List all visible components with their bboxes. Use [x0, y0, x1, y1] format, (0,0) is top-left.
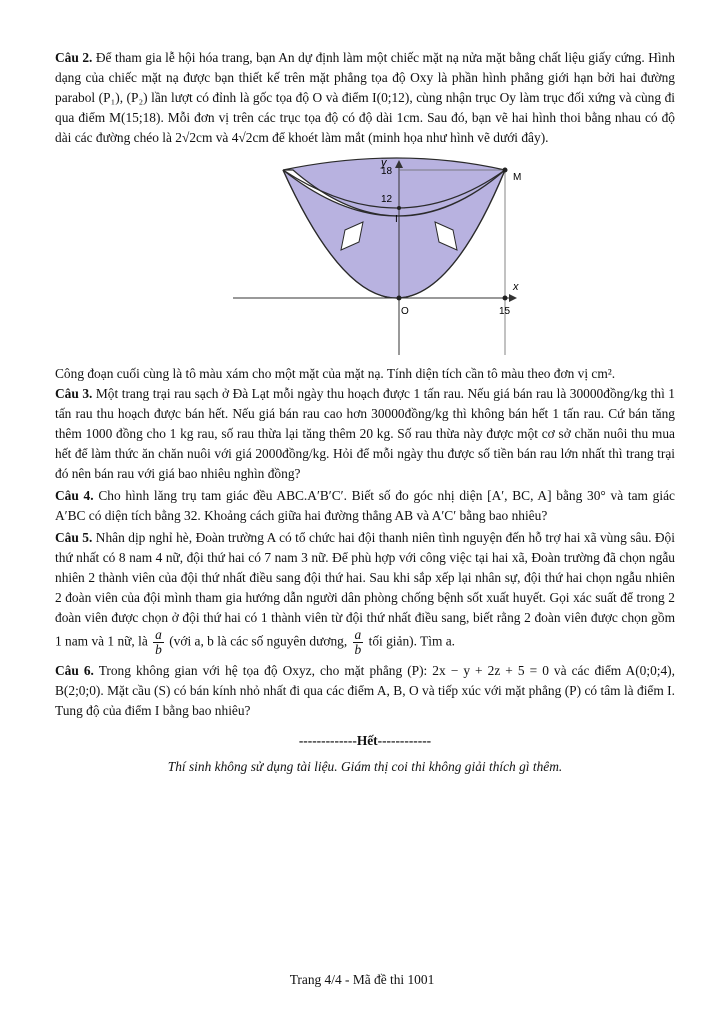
question-5-text-after: (với a, b là các số nguyên dương,: [169, 633, 348, 649]
fraction-a-b: [153, 628, 164, 657]
page-footer: Trang 4/4 - Mã đề thi 1001: [289, 972, 435, 987]
question-3-label: Câu 3.: [55, 386, 93, 401]
question-2-text: Để tham gia lễ hội hóa trang, bạn An dự định làm một chiếc mặt nạ nửa mặt bằng chất liệu giấy cứng. Hình dạng của chiếc mặt nạ được bạn thiết kế trên mặt phẳng tọa độ Oxy là phần hình phẳng giới hạn bởi hai đường parabol (P₁), (P₂) lần lượt có đỉnh là gốc tọa độ O và điểm I(0;12), cùng nhận trục Oy làm trục đối xứng và cùng đi qua điểm M(15;18). Mỗi đơn vị trên các trục tọa độ có độ dài 1cm. Sau đó, bạn vẽ hai hình thoi bằng nhau có độ dài các đường chéo là 2√2cm và 4√2cm để khoét làm mắt (minh họa như hình vẽ dưới đây).: [55, 50, 675, 145]
point-o: [397, 296, 402, 301]
point-15: [503, 296, 508, 301]
mask-figure: [55, 150, 675, 360]
question-5-text-end: tối giản). Tìm a.: [368, 633, 456, 649]
question-2-label: Câu 2.: [55, 50, 93, 65]
fraction-denominator: b: [155, 642, 162, 657]
question-6-label: Câu 6.: [55, 663, 94, 678]
label-x: x: [513, 281, 519, 293]
question-5-label: Câu 5.: [55, 530, 93, 545]
point-m: [503, 168, 508, 173]
fraction-denominator-2: b: [354, 642, 362, 657]
question-4-text: Cho hình lăng trụ tam giác đều ABC.A′B′C′. Biết số đo góc nhị diện [A′, BC, A] bằng 30° và tam giác A′BC có diện tích bằng 32. Khoảng cách giữa hai đường thẳng AB và A′C′ bằng bao nhiêu?: [55, 488, 675, 523]
question-2-task: Công đoạn cuối cùng là tô màu xám cho một mặt của mặt nạ. Tính diện tích cần tô màu theo đơn vị cm².: [55, 366, 616, 381]
label-o: O: [401, 306, 409, 317]
question-2: [55, 48, 675, 148]
tick-18: 18: [381, 166, 393, 177]
fraction-numerator: a: [155, 627, 162, 642]
question-3: [55, 384, 675, 484]
exam-page: [55, 48, 675, 777]
point-i: [397, 206, 401, 210]
question-4-label: Câu 4.: [55, 488, 94, 503]
question-6: [55, 661, 675, 721]
tick-12: 12: [381, 194, 393, 205]
mask-region: [283, 158, 505, 298]
proctor-note: Thí sinh không sử dụng tài liệu. Giám thị coi thi không giải thích gì thêm.: [167, 759, 563, 774]
label-i: I: [395, 214, 398, 225]
question-5-text: Nhân dịp nghỉ hè, Đoàn trường A có tổ chức hai đội thanh niên tình nguyện đến hỗ trợ hai xã vùng sâu. Đội thứ nhất có 8 nam 4 nữ, đội thứ hai có 7 nam 3 nữ. Để phù hợp với công việc tại hai xã, Đoàn trường đã chọn ngẫu nhiên 2 thành viên của đội thứ nhất điều sang đội thứ hai. Sau khi sắp xếp lại nhân sự, đội thứ hai chọn ngẫu nhiên 2 đoàn viên của đội mình tham gia hướng dẫn người dân phòng chống bệnh sốt xuất huyết. Gọi xác suất để trong 2 đoàn viên được chọn ở đội thứ hai có 1 thành viên từ đội thứ nhất điều sang, biết rằng 2 đoàn viên được chọn gồm 1 nam và 1 nữ, là: [55, 530, 675, 649]
question-3-text: Một trang trại rau sạch ở Đà Lạt mỗi ngày thu hoạch được 1 tấn rau. Nếu giá bán rau là 30000đồng/kg thì 1 tấn rau thu hoạch được bán hết. Nếu giá bán rau cao hơn 30000đồng/kg thì không bán hết 1 tấn rau. Cứ bán tăng thêm 1000 đồng cho 1 kg rau, số rau thừa lại tăng thêm 20 kg. Số rau thừa này được một cơ sở chăn nuôi thu mua hết để làm thức ăn chăn nuôi với giá 2000đồng/kg. Hỏi để mỗi ngày thu được số tiền bán rau lớn nhất thì trang trại đó nên bán rau với giá bao nhiêu nghìn đồng?: [55, 386, 675, 481]
tick-15: 15: [499, 306, 511, 317]
fraction-numerator-2: a: [354, 627, 362, 642]
question-6-text: Trong không gian với hệ tọa độ Oxyz, cho mặt phẳng (P): 2x − y + 2z + 5 = 0 và các điểm A(0;0;4), B(2;0;0). Mặt cầu (S) có bán kính nhỏ nhất đi qua các điểm A, B, O và tiếp xúc với mặt phẳng (P) có tâm là điểm I. Tung độ của điểm I bằng bao nhiêu?: [55, 663, 675, 718]
label-m: M: [513, 172, 522, 183]
end-mark: -------------Hết------------: [298, 733, 432, 748]
question-4: [55, 486, 675, 526]
question-5: [55, 528, 675, 657]
label-y: y: [381, 157, 387, 169]
mask-graph: [223, 150, 523, 360]
fraction-a-b-2: [353, 628, 364, 657]
